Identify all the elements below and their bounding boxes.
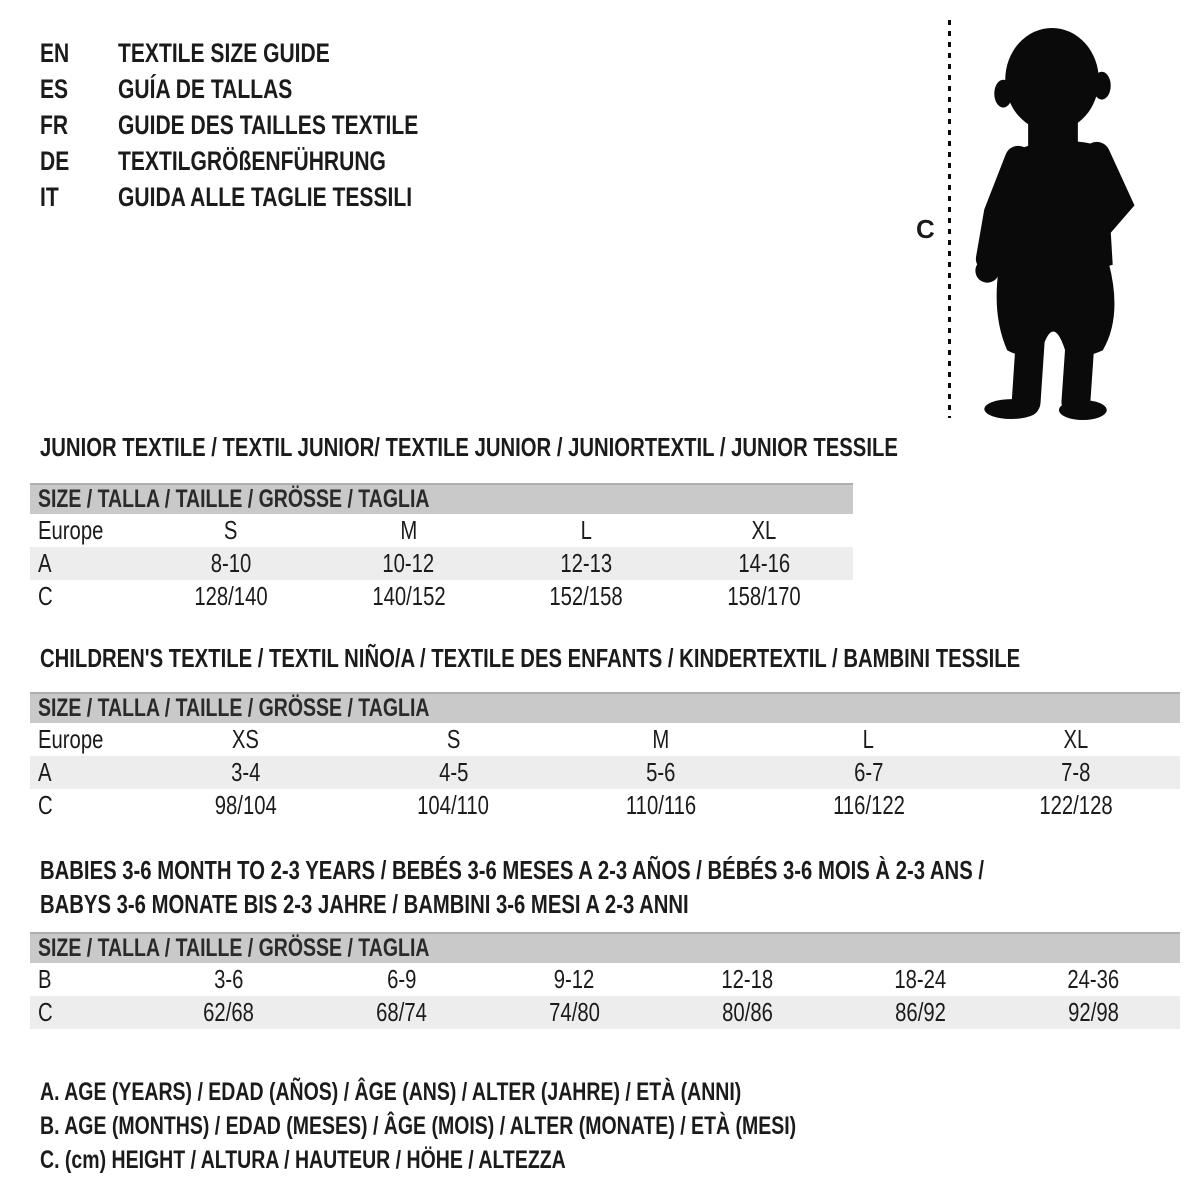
size-value: 24-36 <box>1067 964 1120 994</box>
row-label: B <box>38 964 52 994</box>
size-value: 116/122 <box>832 790 905 820</box>
size-value: 14-16 <box>738 548 791 578</box>
height-figure <box>916 18 1166 426</box>
size-value: XS <box>232 724 260 754</box>
size-value: M <box>400 515 418 545</box>
row-label: C <box>38 997 53 1027</box>
size-header-bar <box>30 693 1180 723</box>
lang-code: FR <box>40 110 69 140</box>
size-value: 7-8 <box>1061 757 1091 787</box>
children-size-table <box>30 692 1180 822</box>
size-value: M <box>652 724 670 754</box>
size-row-b <box>30 963 1180 996</box>
legend-line-c-text: C. (cm) HEIGHT / ALTURA / HAUTEUR / HÖHE / ALTEZZA <box>40 1146 566 1174</box>
size-value: L <box>580 515 593 545</box>
size-value: 12-13 <box>560 548 613 578</box>
lang-label: GUÍA DE TALLAS <box>118 74 293 104</box>
lang-label: TEXTILGRÖßENFÜHRUNG <box>118 146 386 176</box>
legend-line-a-text: A. AGE (YEARS) / EDAD (AÑOS) / ÂGE (ANS) / ALTER (JAHRE) / ETÀ (ANNI) <box>40 1078 742 1106</box>
height-measure-label: C <box>916 214 935 244</box>
junior-size-table <box>30 483 853 613</box>
height-dashed-line <box>948 20 951 418</box>
row-label: Europe <box>38 515 104 545</box>
size-row-europe <box>30 723 1180 756</box>
lang-code: DE <box>40 146 70 176</box>
babies-section-title <box>40 853 1200 921</box>
lang-code: EN <box>40 38 70 68</box>
size-value: 140/152 <box>371 581 446 611</box>
toddler-silhouette <box>966 22 1141 420</box>
row-label: Europe <box>38 724 104 754</box>
legend-line-b-text: B. AGE (MONTHS) / EDAD (MESES) / ÂGE (MOIS) / ALTER (MONATE) / ETÀ (MESI) <box>40 1112 797 1140</box>
row-label: C <box>38 581 53 611</box>
size-row-c <box>30 996 1180 1029</box>
size-value: 3-4 <box>231 757 261 787</box>
lang-label: GUIDA ALLE TAGLIE TESSILI <box>118 182 413 212</box>
size-value: XL <box>751 515 777 545</box>
children-section-title-text: CHILDREN'S TEXTILE / TEXTIL NIÑO/A / TEXTILE DES ENFANTS / KINDERTEXTIL / BAMBINI TESSILE <box>40 643 1021 673</box>
children-section-title <box>40 643 1200 673</box>
size-value: 18-24 <box>894 964 947 994</box>
size-value: 80/86 <box>722 997 773 1027</box>
legend-line-c <box>40 1143 1200 1177</box>
size-value: 4-5 <box>438 757 469 787</box>
size-value: 10-12 <box>382 548 435 578</box>
size-header-label: SIZE / TALLA / TAILLE / GRÖSSE / TAGLIA <box>38 934 430 962</box>
size-row-europe <box>30 514 853 547</box>
size-value: 6-7 <box>853 757 884 787</box>
lang-code: IT <box>40 182 59 212</box>
size-row-a <box>30 547 853 580</box>
size-value: 122/128 <box>1039 790 1113 820</box>
measurement-legend <box>0 1029 1200 1177</box>
junior-section-title-text: JUNIOR TEXTILE / TEXTIL JUNIOR/ TEXTILE JUNIOR / JUNIORTEXTIL / JUNIOR TESSILE <box>40 432 898 462</box>
size-value: 3-6 <box>213 964 244 994</box>
size-value: L <box>862 724 875 754</box>
size-value: 9-12 <box>554 964 595 994</box>
size-value: 62/68 <box>203 997 254 1027</box>
babies-section <box>0 822 1200 1029</box>
size-header-bar <box>30 933 1180 963</box>
size-value: 110/116 <box>625 790 697 820</box>
babies-section-title-line1: BABIES 3-6 MONTH TO 2-3 YEARS / BEBÉS 3-6 MESES A 2-3 AÑOS / BÉBÉS 3-6 MOIS À 2-3 ANS / <box>40 855 984 885</box>
lang-label: TEXTILE SIZE GUIDE <box>118 38 330 68</box>
lang-code: ES <box>40 74 69 104</box>
size-value: 104/110 <box>417 790 490 820</box>
size-value: 92/98 <box>1068 997 1119 1027</box>
size-value: 5-6 <box>646 757 676 787</box>
size-value: 68/74 <box>376 997 427 1027</box>
size-value: 6-9 <box>386 964 417 994</box>
size-row-c <box>30 580 853 613</box>
size-value: 12-18 <box>721 964 774 994</box>
row-label: A <box>38 757 52 787</box>
row-label: A <box>38 548 52 578</box>
babies-section-title-line2: BABYS 3-6 MONATE BIS 2-3 JAHRE / BAMBINI 3-6 MESI A 2-3 ANNI <box>40 889 689 919</box>
size-value: XL <box>1063 724 1089 754</box>
junior-section-title <box>40 432 1200 462</box>
babies-size-table <box>30 932 1180 1029</box>
size-value: S <box>446 724 461 754</box>
size-value: 158/170 <box>727 581 801 611</box>
size-row-a <box>30 756 1180 789</box>
size-value: S <box>224 515 238 545</box>
size-row-c <box>30 789 1180 822</box>
size-value: 74/80 <box>549 997 600 1027</box>
size-value: 86/92 <box>895 997 946 1027</box>
size-header-label: SIZE / TALLA / TAILLE / GRÖSSE / TAGLIA <box>38 485 430 513</box>
lang-label: GUIDE DES TAILLES TEXTILE <box>118 110 419 140</box>
size-value: 152/158 <box>549 581 624 611</box>
size-value: 128/140 <box>194 581 268 611</box>
legend-line-b <box>40 1109 1200 1143</box>
size-header-bar <box>30 484 853 514</box>
size-header-label: SIZE / TALLA / TAILLE / GRÖSSE / TAGLIA <box>38 694 430 722</box>
legend-line-a <box>40 1075 1200 1109</box>
size-value: 98/104 <box>214 790 277 820</box>
size-value: 8-10 <box>210 548 252 578</box>
row-label: C <box>38 790 53 820</box>
children-section <box>0 613 1200 822</box>
